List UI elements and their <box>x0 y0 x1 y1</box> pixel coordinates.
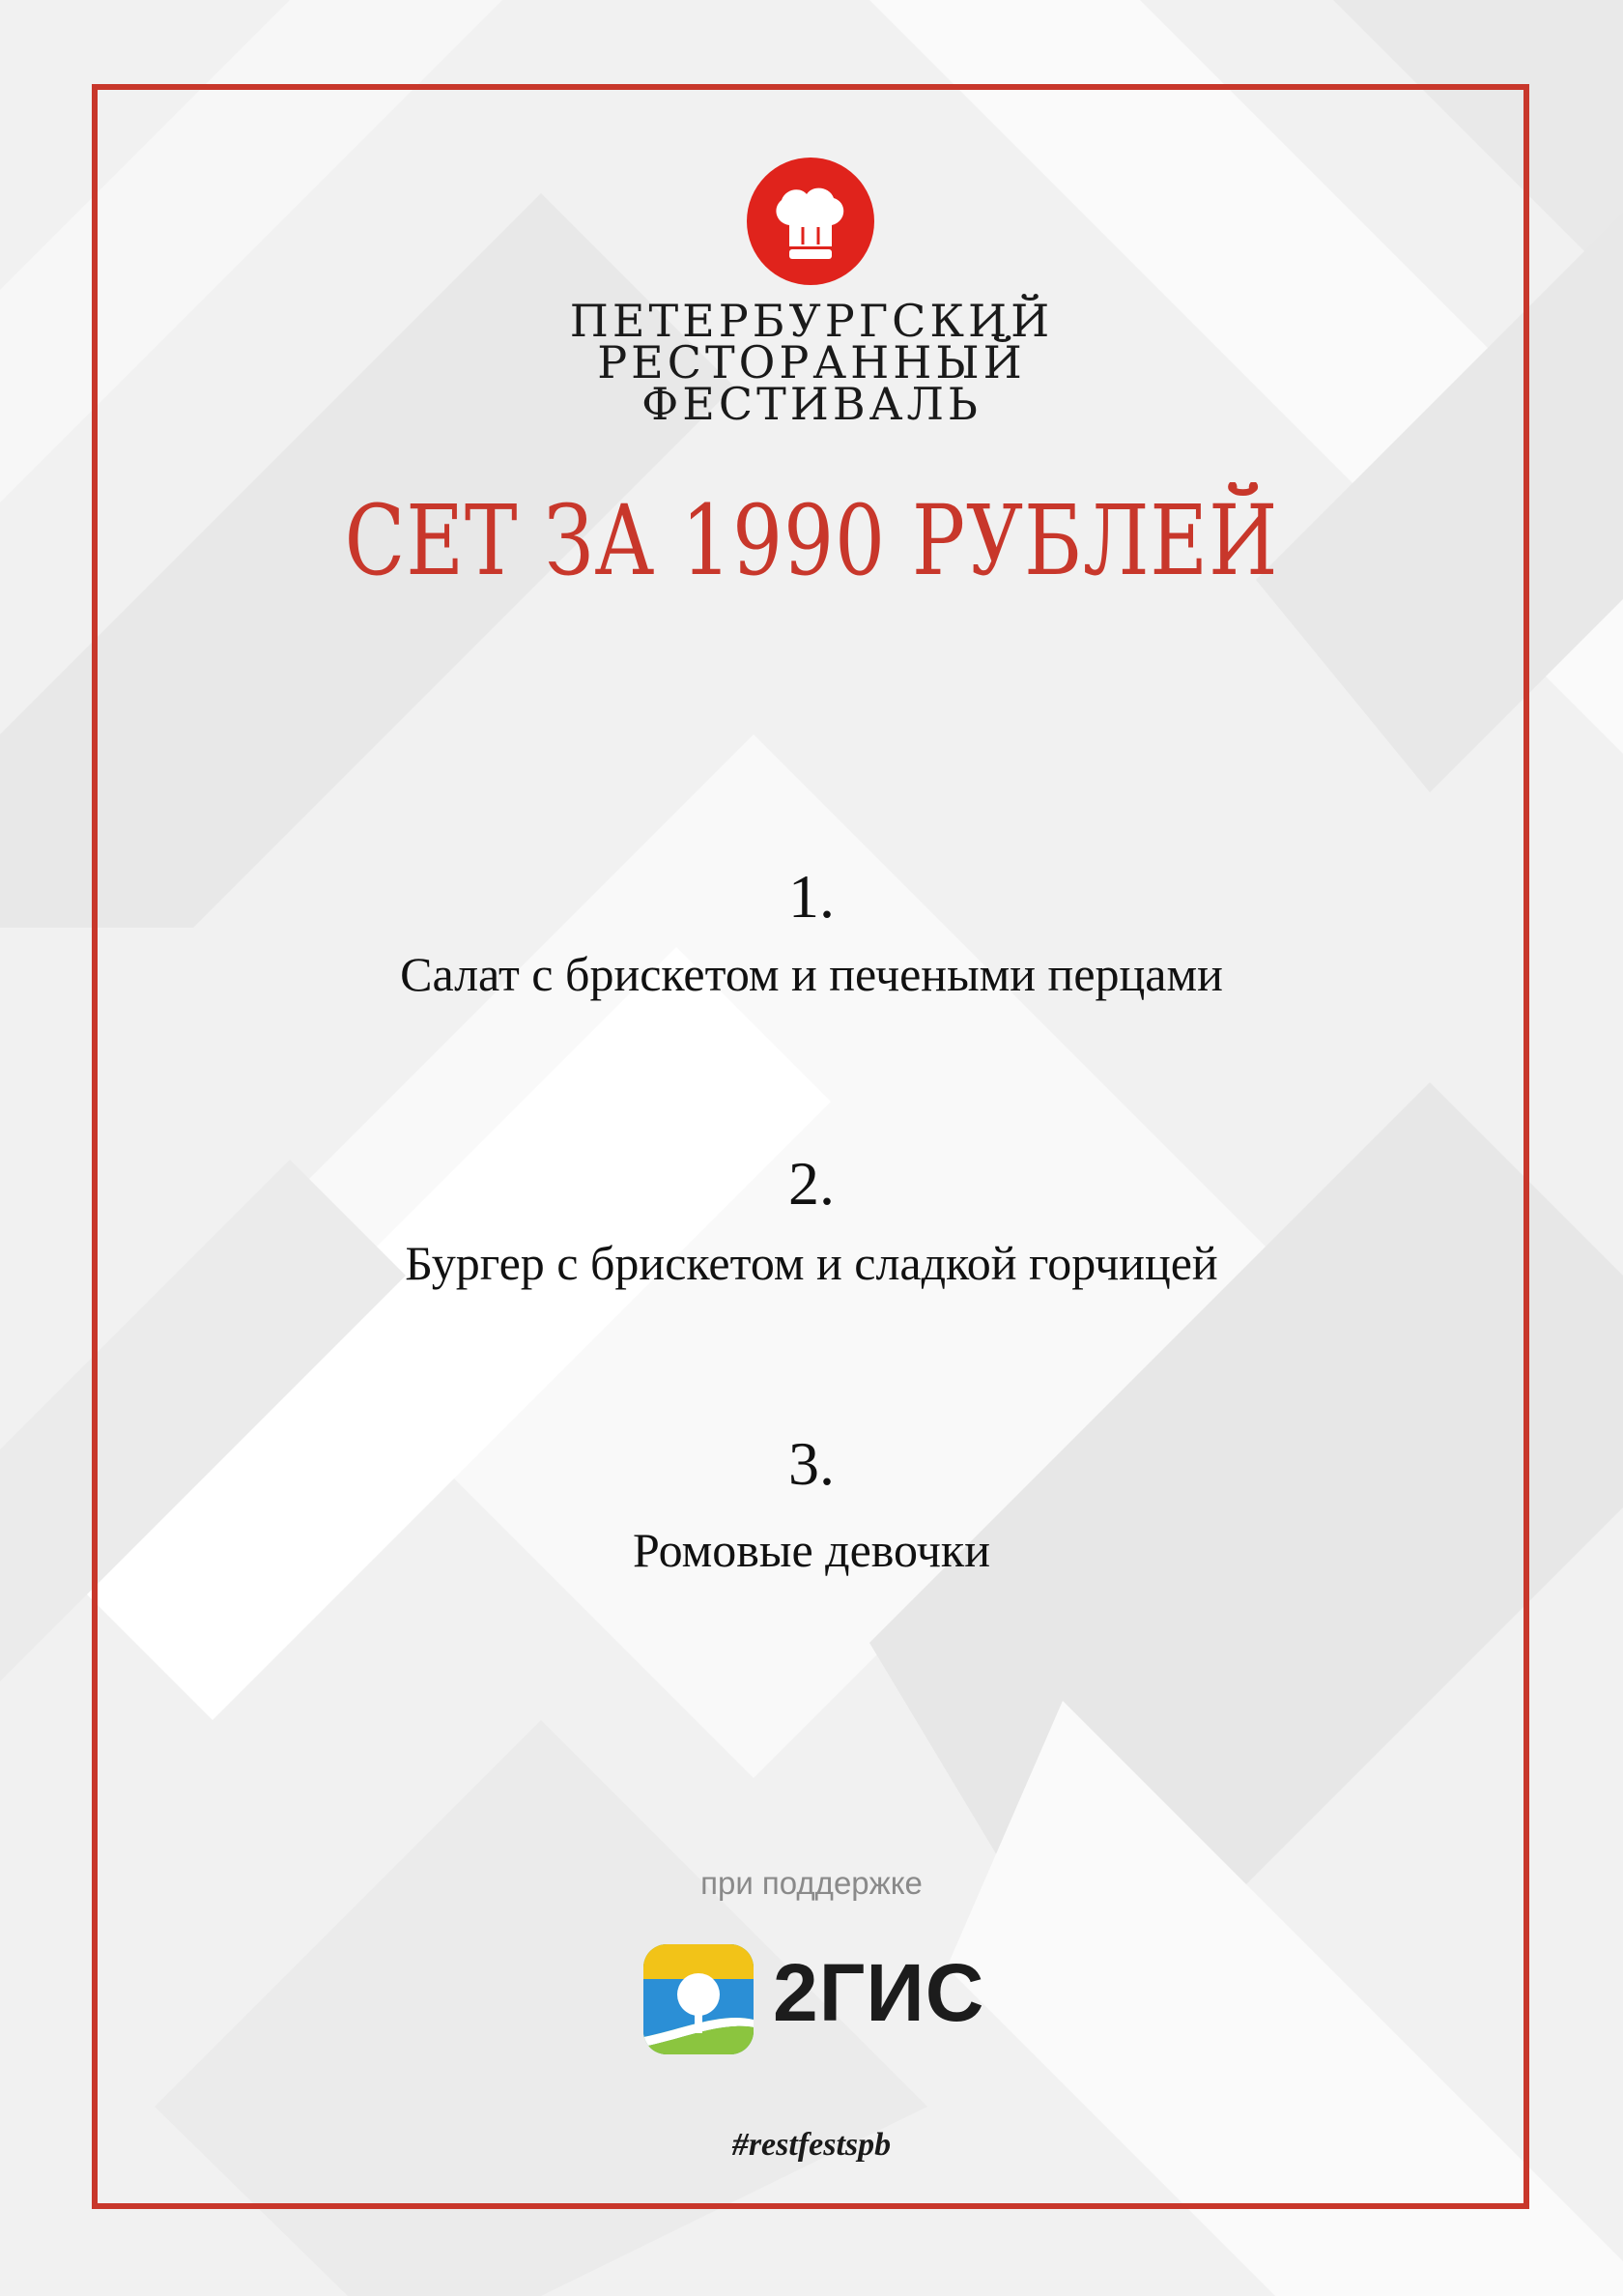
sponsor-name: 2ГИС <box>773 1947 985 2038</box>
course-number-3: 3. <box>788 1429 835 1498</box>
course-number-1: 1. <box>788 862 835 931</box>
hashtag: #restfestspb <box>731 2127 892 2163</box>
festival-name-line-1: ПЕТЕРБУРГСКИЙ <box>569 295 1054 347</box>
sponsor-caption: при поддержке <box>700 1865 923 1901</box>
2gis-logo-icon <box>643 1944 754 2054</box>
festival-logo <box>747 158 874 285</box>
festival-name-line-3: ФЕСТИВАЛЬ <box>641 378 982 430</box>
festival-name-line-2: РЕСТОРАННЫЙ <box>597 336 1026 388</box>
chef-hat-icon <box>747 158 874 285</box>
course-number-2: 2. <box>788 1149 835 1218</box>
set-price-headline: СЕТ ЗА 1990 РУБЛЕЙ <box>344 484 1279 597</box>
course-name-1: Салат с брискетом и печеными перцами <box>400 947 1223 1001</box>
course-name-3: Ромовые девочки <box>633 1523 990 1577</box>
course-name-2: Бургер с брискетом и сладкой горчицей <box>405 1236 1218 1290</box>
